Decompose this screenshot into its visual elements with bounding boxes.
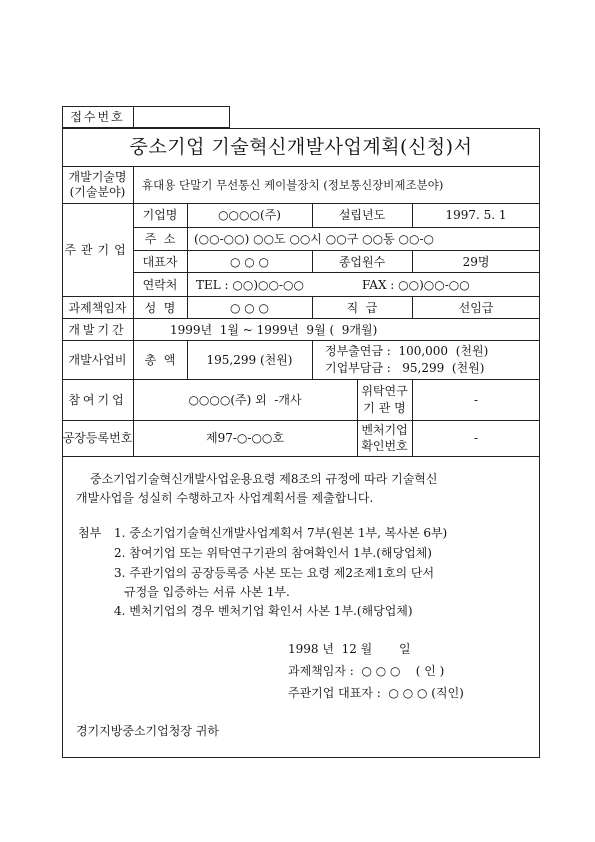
attachment-item-1: 1. 중소기업기술혁신개발사업계획서 7부(원본 1부, 복사본 6부) xyxy=(114,526,448,540)
company-section-label: 주관기업 xyxy=(64,243,131,257)
manager-name-label: 성 명 xyxy=(144,301,176,315)
budget-total-label: 총 액 xyxy=(144,353,176,367)
research-label-line1: 위탁연구 xyxy=(361,384,408,398)
signature-ceo: 주관기업 대표자 : ○ ○ ○ (직인) xyxy=(288,686,464,700)
position-label: 직 급 xyxy=(346,301,378,315)
tech-field-value: 휴대용 단말기 무선통신 케이블장치 (정보통신장비제조분야) xyxy=(142,178,444,192)
attachments-label: 첨부 xyxy=(78,526,102,540)
row-line xyxy=(133,272,540,273)
address-label: 주 소 xyxy=(144,232,176,246)
attachment-item-2: 2. 참여기업 또는 위탁연구기관의 참여확인서 1부.(해당업체) xyxy=(114,546,432,560)
attachment-item-3-line2: 규정을 입증하는 서류 사본 1부. xyxy=(124,585,290,599)
employees-value: 29명 xyxy=(462,255,490,269)
contact-label: 연락처 xyxy=(142,278,178,292)
venture-label-line2: 확인번호 xyxy=(361,439,408,453)
venture-value: - xyxy=(473,431,479,445)
col-line xyxy=(312,340,313,379)
tel-value: TEL : ○○)○○-○○ xyxy=(196,278,304,292)
statement-line2: 개발사업을 성실히 수행하고자 사업계획서를 제출합니다. xyxy=(76,491,374,505)
period-label: 개발기간 xyxy=(68,323,127,337)
address-value: (○○-○○) ○○도 ○○시 ○○구 ○○동 ○○-○ xyxy=(194,232,434,246)
company-name-label: 기업명 xyxy=(142,208,178,222)
form-title: 중소기업 기술혁신개발사업계획(신청)서 xyxy=(129,136,473,158)
budget-gov-line: 정부출연금 : 100,000 (천원) xyxy=(325,344,489,358)
factory-label: 공장등록번호 xyxy=(62,431,133,445)
budget-label: 개발사업비 xyxy=(68,353,127,367)
signature-manager: 과제책임자 : ○ ○ ○ ( 인 ) xyxy=(288,664,445,678)
tech-field-label-line2: (기술분야) xyxy=(69,185,126,199)
fax-value: FAX : ○○)○○-○○ xyxy=(362,278,470,292)
attachment-item-4: 4. 벤처기업의 경우 벤처기업 확인서 사본 1부.(해당업체) xyxy=(114,604,413,618)
receipt-divider xyxy=(133,106,134,128)
founded-value: 1997. 5. 1 xyxy=(445,208,507,222)
participants-label: 참여기업 xyxy=(68,393,127,407)
period-value: 1999년 1월 ~ 1999년 9월 ( 9개월) xyxy=(170,323,378,337)
research-label-line2: 기 관 명 xyxy=(363,401,406,415)
row-line xyxy=(133,250,540,251)
tech-field-label-line1: 개발기술명 xyxy=(68,170,127,184)
position-value: 선임급 xyxy=(458,301,494,315)
manager-section-label: 과제책임자 xyxy=(68,301,127,315)
ceo-label: 대표자 xyxy=(142,255,178,269)
attachment-item-3-line1: 3. 주관기업의 공장등록증 사본 또는 요령 제2조제1호의 단서 xyxy=(114,566,435,580)
participants-value: ○○○○(주) 외 -개사 xyxy=(188,393,302,407)
recipient: 경기지방중소기업청장 귀하 xyxy=(76,724,219,738)
employees-label: 종업원수 xyxy=(338,255,386,269)
receipt-number-label: 접수번호 xyxy=(70,110,125,124)
row-line xyxy=(133,227,540,228)
statement-line1: 중소기업기술혁신개발사업운용요령 제8조의 규정에 따라 기술혁신 xyxy=(90,472,438,486)
manager-name-value: ○ ○ ○ xyxy=(229,301,270,315)
ceo-value: ○ ○ ○ xyxy=(229,255,270,269)
factory-value: 제97-○-○○호 xyxy=(206,431,284,445)
research-value: - xyxy=(473,393,479,407)
budget-corp-line: 기업부담금 : 95,299 (천원) xyxy=(325,361,485,375)
row-line xyxy=(62,456,540,457)
venture-label-line1: 벤처기업 xyxy=(361,423,408,437)
budget-total-value: 195,299 (천원) xyxy=(206,353,293,367)
signature-date: 1998 년 12 월 일 xyxy=(288,642,411,656)
company-name-value: ○○○○(주) xyxy=(218,208,281,222)
founded-label: 설립년도 xyxy=(338,208,386,222)
